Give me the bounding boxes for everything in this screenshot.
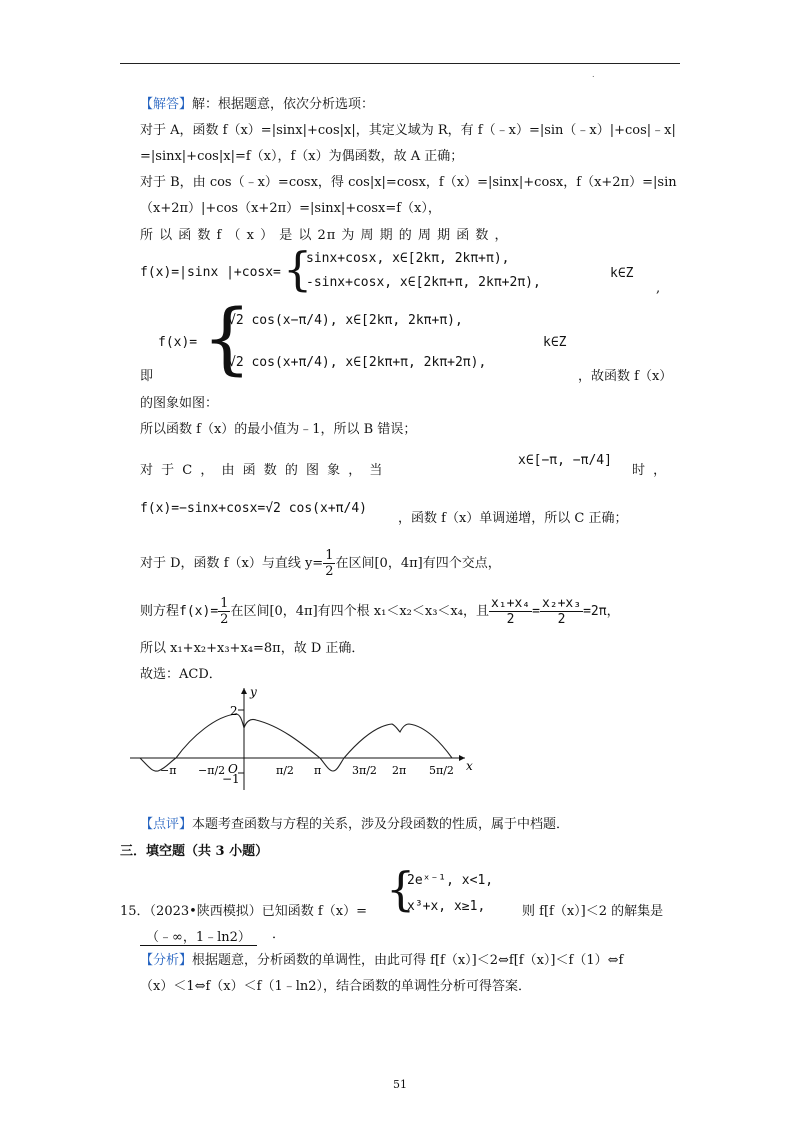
solution-tag: 【解答】 xyxy=(140,97,193,112)
option-c-interval: x∈[−π, −π/4] xyxy=(518,453,612,468)
option-d-line-2: 则方程f(x)= $\frac{1}{2}$ 在区间[0，4π]有四个根 x₁＜x₂＜x₃＜x₄，且 $\frac{\text{x₁+x₄}}{2}$ = $\frac{\text{x₂+x₃}}{2}$ =2π， xyxy=(140,596,620,627)
option-b-line-3: 所 以 函 数 f （ x ） 是 以 2π 为 周 期 的 周 期 函 数 ， xyxy=(140,228,509,243)
option-b-line-1: 对于 B，由 cos（﹣x）=cosx，得 cos|x|=cosx，f（x）=|sinx|+cosx，f（x+2π）=|sin xyxy=(140,175,677,190)
option-a-line-2: =|sinx|+cos|x|=f（x），f（x）为偶函数，故 A 正确； xyxy=(140,149,464,164)
x-tick-label: 5π/2 xyxy=(429,764,454,777)
comment-tag: 【点评】 xyxy=(140,817,193,832)
half-fraction: $\frac{1}{2}$ xyxy=(325,548,334,579)
solution-intro: 【解答】解：根据题意，依次分析选项： xyxy=(140,97,375,112)
option-b-conclusion: 所以函数 f（x）的最小值为﹣1，所以 B 错误； xyxy=(140,422,417,437)
graph-intro: 的图象如图： xyxy=(140,396,219,411)
q15-brace: { xyxy=(386,862,416,916)
header-dot: . xyxy=(592,70,595,79)
eq1-case-2: -sinx+cosx, x∈[2kπ+π, 2kπ+2π), xyxy=(306,275,541,290)
page-number: 51 xyxy=(393,1078,407,1091)
x-axis-label: x xyxy=(466,759,473,773)
header-rule xyxy=(120,63,680,64)
q15-analysis-1: 【分析】根据题意，分析函数的单调性，由此可得 f[f（x）]＜2⇔f[f（x）]＜f（1）⇔f xyxy=(140,953,624,968)
eq1-case-1: sinx+cosx, x∈[2kπ, 2kπ+π), xyxy=(306,251,510,266)
x-tick-label: −π xyxy=(160,764,177,777)
q15-analysis-2: （x）＜1⇔f（x）＜f（1﹣ln2），结合函数的单调性分析可得答案． xyxy=(140,979,532,994)
eq2-case-1: √2 cos(x−π/4), x∈[2kπ, 2kπ+π), xyxy=(228,313,463,328)
option-d-conclusion: 所以 x₁+x₂+x₃+x₄=8π，故 D 正确． xyxy=(140,641,365,656)
x-tick-label: π xyxy=(314,764,322,777)
option-b-line-2: （x+2π）|+cos（x+2π）=|sinx|+cosx=f（x）， xyxy=(140,201,441,216)
q15-suffix: 则 f[f（x）]＜2 的解集是 xyxy=(522,904,664,919)
x-tick-label: 2π xyxy=(392,764,407,777)
eq1-comma: , xyxy=(656,281,661,296)
option-c-eq: f(x)=−sinx+cosx=√2 cos(x+π/4) xyxy=(140,501,367,516)
comment: 【点评】本题考查函数与方程的关系，涉及分段函数的性质，属于中档题． xyxy=(140,817,570,832)
origin-label: O xyxy=(228,762,238,776)
function-graph xyxy=(130,682,480,794)
option-c-conclusion: ，函数 f（x）单调递增，所以 C 正确； xyxy=(398,511,628,526)
y-axis-label: y xyxy=(250,685,257,699)
q15-case-2: x³+x, x≥1, xyxy=(407,899,486,914)
eq1-k: k∈Z xyxy=(610,266,634,281)
q15-prefix: 15．（2023•陕西模拟）已知函数 f（x）= xyxy=(120,904,367,919)
option-c-line-1: 对 于 C ， 由 函 数 的 图 象 ， 当 xyxy=(140,463,385,478)
section-title: 三．填空题（共 3 小题） xyxy=(120,844,269,859)
eq2-k: k∈Z xyxy=(543,335,567,350)
eq2-lhs: f(x)= xyxy=(158,335,198,350)
curve xyxy=(140,714,452,771)
option-c-shi: 时 ， xyxy=(632,463,669,478)
eq2-brace: { xyxy=(202,294,252,384)
x-tick-label: π/2 xyxy=(276,764,294,777)
q15-answer: （﹣∞，1﹣ln2） xyxy=(140,926,257,946)
neg-one-label: −1 xyxy=(222,772,240,786)
eq2-case-2: √2 cos(x+π/4), x∈[2kπ+π, 2kπ+2π), xyxy=(228,355,487,370)
fraction-x2-x3: $\frac{\text{x₂+x₃}}{2}$ xyxy=(541,596,582,627)
two-label: 2 xyxy=(230,704,238,718)
option-a-line-1: 对于 A，函数 f（x）=|sinx|+cos|x|，其定义域为 R，有 f（﹣x）=|sin（﹣x）|+cos|﹣x| xyxy=(140,123,676,138)
q15-period: ． xyxy=(272,927,286,942)
x-tick-label: 3π/2 xyxy=(352,764,377,777)
ji-label: 即 xyxy=(140,369,154,384)
eq1-brace: { xyxy=(283,242,313,296)
ji-tail: ，故函数 f（x） xyxy=(578,369,673,384)
eq1-lhs: f(x)=|sinx |+cosx= xyxy=(140,265,281,280)
analysis-tag: 【分析】 xyxy=(140,953,193,968)
final-answer: 故选：ACD． xyxy=(140,667,222,682)
x-tick-label: −π/2 xyxy=(198,764,226,777)
fraction-x1-x4: $\frac{\text{x₁+x₄}}{2}$ xyxy=(490,596,531,627)
q15-case-1: 2eˣ⁻¹, x<1, xyxy=(407,873,494,888)
option-d-line-1: 对于 D，函数 f（x）与直线 y= $\frac{1}{2}$ 在区间[0，4π]有四个交点， xyxy=(140,548,501,579)
